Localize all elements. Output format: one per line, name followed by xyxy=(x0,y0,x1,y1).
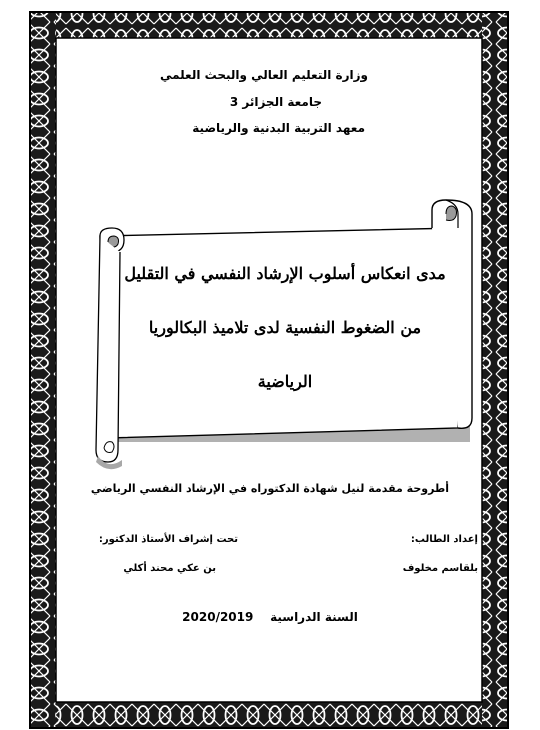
academic-year xyxy=(60,610,480,624)
academic-year-value: 2020/2019 xyxy=(182,610,254,624)
academic-year-label: السنة الدراسية xyxy=(270,610,358,624)
thesis-statement: أطروحة مقدمة لنيل شهادة الدكتوراه في الإرشاد النفسي الرياضي xyxy=(90,482,450,495)
supervisor-name: بن عكي محند أكلي xyxy=(123,563,216,574)
institute-name: معهد التربية البدنية والرياضية xyxy=(192,121,365,135)
ministry-name: وزارة التعليم العالي والبحث العلمي xyxy=(159,68,368,82)
title-line-2: من الضغوط النفسية لدى تلاميذ البكالوريا xyxy=(148,318,422,337)
supervisor-label: تحت إشراف الأستاذ الدكتور: xyxy=(98,534,238,545)
title-line-1: مدى انعكاس أسلوب الإرشاد النفسي في التقليل xyxy=(124,264,446,283)
university-name: جامعة الجزائر 3 xyxy=(229,95,322,109)
title-line-3: الرياضية xyxy=(257,372,313,391)
student-label: إعداد الطالب: xyxy=(410,534,478,545)
student-name: بلقاسم مخلوف xyxy=(402,563,478,574)
